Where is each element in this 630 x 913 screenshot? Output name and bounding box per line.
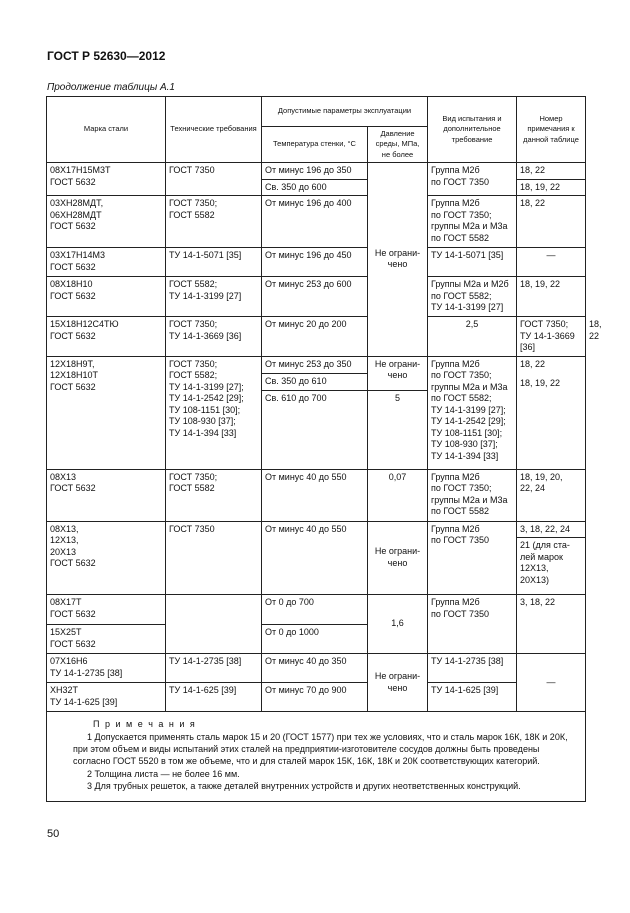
table-cell: 18, 19, 20, 22, 24 <box>517 469 586 521</box>
col-test: Вид испытания и дополнительное требование <box>428 97 517 163</box>
table-cell: Группы М2а и М2б по ГОСТ 5582; ТУ 14-1-3199 [27] <box>428 277 517 317</box>
table-cell: От минус 40 до 550 <box>262 469 368 521</box>
table-cell: Св. 350 до 610 <box>262 373 368 390</box>
table-cell: Св. 610 до 700 <box>262 390 368 469</box>
table-cell: 18, 19, 22 <box>517 277 586 317</box>
table-cell: От минус 70 до 900 <box>262 683 368 712</box>
table-cell: ГОСТ 7350; ТУ 14-1-3669 [36] <box>517 317 586 357</box>
table-caption: Продолжение таблицы А.1 <box>47 82 175 93</box>
table-cell: ГОСТ 7350; ГОСТ 5582 <box>166 196 262 248</box>
note-1: 1 Допускается применять сталь марок 15 и 20 (ГОСТ 1577) при тех же условиях, что и сталь марок 16К, 18К и 20К, при этом объем и виды испытаний этих сталей на предприятии-изготовителе сосудов должны быть проведены согласно ГОСТ 5520 в том же объеме, что и для сталей марок 15К, 16К, 18К и 20К соответствующих категорий. <box>73 731 568 767</box>
table-cell: Группа М2б по ГОСТ 7350; группы М2а и М3а по ГОСТ 5582 <box>428 196 517 248</box>
table-cell: Не ограни- чено <box>368 356 428 390</box>
table-cell: ТУ 14-1-2735 [38] <box>428 654 517 683</box>
table-cell: 18, 22 18, 19, 22 <box>517 356 586 469</box>
col-pressure: Давление среды, МПа, не более <box>368 127 428 163</box>
table-cell: — <box>517 654 586 712</box>
table-cell: 18, 22 <box>517 196 586 248</box>
table-cell: Группа М2б по ГОСТ 7350; группы М2а и М3а по ГОСТ 5582; ТУ 14-1-3199 [27]; ТУ 14-1-2542 [29]; ТУ 108-1151 [30]; ТУ 108-930 [37]; ТУ 14-1-394 [33] <box>428 356 517 469</box>
steel-table: Марка стали Технические требования Допустимые параметры эксплуатации Вид испытания и дополнительное требование Номер примечания к данной таблице Температура стенки, °С Давление среды, МПа, не более 08Х17Н15М3Т ГОСТ 5632 ГОСТ 7350 От минус 196 до 350 Не ограни- чено Группа М2б по ГОСТ 7350 18, 22 Св. 350 до 600 18, 19, 22 03ХН28МДТ, 06ХН28МДТ ГОСТ 5632 ГОСТ 7350; ГОСТ 5582 От минус 196 до 400 Группа М2б по ГОСТ 7350; группы М2а и М3а по ГОСТ 5582 18, 22 03Х17Н14М3 ГОСТ 5632 ТУ 14-1-5071 [35] От минус 196 до 450 ТУ 14-1-5071 [35] — 08Х18Н10 ГОСТ 5632 ГОСТ 5582; ТУ 14-1-3199 [27] От минус 253 до 600 Группы М2а и М2б по ГОСТ 5582; ТУ 14-1-3199 [27] 18, 19, 22 15Х18Н12С4ТЮ ГОСТ 5632 ГОСТ 7350; ТУ 14-1-3669 [36] От минус 20 до 200 2,5 ГОСТ 7350; ТУ 14-1-3669 [36] 18, 22 12Х18Н9Т, 12Х18Н10Т ГОСТ 5632 ГОСТ 7350; ГОСТ 5582; ТУ 14-1-3199 [27]; ТУ 14-1-2542 [29]; ТУ 108-1151 [30]; ТУ 108-930 [37]; ТУ 14-1-394 [33] От минус 253 до 350 Не ограни- чено Группа М2б по ГОСТ 7350; группы М2а и М3а по ГОСТ 5582; ТУ 14-1-3199 [27]; ТУ 14-1-2542 [29]; ТУ 108-1151 [30]; ТУ 108-930 [37]; ТУ 14-1-394 [33] 18, 22 18, 19, 22 Св. 350 до 610 Св. 610 до 700 5 08Х13 ГОСТ 5632 ГОСТ 7350; ГОСТ 5582 От минус 40 до 550 0,07 Группа М2б по ГОСТ 7350; группы М2а и М3а по ГОСТ 5582 18, 19, 20, 22, 24 08Х13, 12Х13, 20Х13 ГОСТ 5632 ГОСТ 7350 От минус 40 до 550 Не ограни- чено Группа М2б по ГОСТ 7350 3, 18, 22, 24 21 (для ста- лей марок 12Х13, 20Х13) 08Х17Т ГОСТ 5632 От 0 до 700 1,6 Группа М2б по ГОСТ 7350 3, 18, 22 15Х25Т ГОСТ 5632 От 0 до 1000 07Х16Н6 ТУ 14-1-2735 [38] ТУ 14-1-2735 [38] От минус 40 до 350 Не ограни- чено ТУ 14-1-2735 [38] — ХН32Т ТУ 14-1-625 [39] ТУ 14-1-625 [39] От минус 70 до 900 ТУ 14-1-625 [39] П р и м е ч а н и я 1 Допускается применять сталь марок 15 и 20 (ГОСТ 1577) при тех же условиях, что и сталь марок 16К, 18К и 20К, при этом объем и виды испытаний этих сталей на предприятии-изготовителе сосудов должны быть проведены согласно ГОСТ 5520 в том же объеме, что и для сталей марок 15К, 16К, 18К и 20К соответствующих категорий. 2 Толщина листа — не более 16 мм. 3 Для трубных решеток, а также деталей внутренних устройств и других неответственных конструкций. <box>46 96 586 802</box>
pressure-cell: Не ограни- чено <box>368 654 428 712</box>
table-cell: 21 (для ста- лей марок 12Х13, 20Х13) <box>517 538 586 595</box>
table-cell: ГОСТ 7350; ГОСТ 5582 <box>166 469 262 521</box>
table-cell: Группа М2б по ГОСТ 7350 <box>428 521 517 595</box>
note-2: 2 Толщина листа — не более 16 мм. <box>87 768 240 779</box>
table-cell: — <box>517 248 586 277</box>
table-cell: ХН32Т ТУ 14-1-625 [39] <box>47 683 166 712</box>
col-temp: Температура стенки, °С <box>262 127 368 163</box>
table-cell: Группа М2б по ГОСТ 7350; группы М2а и М3а по ГОСТ 5582 <box>428 469 517 521</box>
table-cell: ГОСТ 5582; ТУ 14-1-3199 [27] <box>166 277 262 317</box>
notes-title: П р и м е ч а н и я <box>93 719 197 730</box>
table-cell: Группа М2б по ГОСТ 7350 <box>428 163 517 196</box>
table-cell: ГОСТ 7350 <box>166 163 262 196</box>
table-cell: 08Х17Н15М3Т ГОСТ 5632 <box>47 163 166 196</box>
table-cell: От 0 до 700 <box>262 595 368 625</box>
table-cell: От минус 40 до 550 <box>262 521 368 595</box>
note-3: 3 Для трубных решеток, а также деталей внутренних устройств и других неответственных конструкций. <box>87 781 521 792</box>
table-cell: 08Х17Т ГОСТ 5632 <box>47 595 166 625</box>
table-cell: ГОСТ 7350; ТУ 14-1-3669 [36] <box>166 317 262 357</box>
table-cell: ГОСТ 7350 <box>166 521 262 595</box>
table-cell: 18, 19, 22 <box>517 179 586 196</box>
table-cell: 15Х25Т ГОСТ 5632 <box>47 625 166 654</box>
table-cell: От минус 196 до 400 <box>262 196 368 248</box>
pressure-cell: Не ограни- чено <box>368 521 428 595</box>
pressure-cell: 1,6 <box>368 595 428 654</box>
table-notes <box>47 712 586 801</box>
table-cell: ТУ 14-1-625 [39] <box>166 683 262 712</box>
table-cell <box>166 595 262 654</box>
table-cell: 07Х16Н6 ТУ 14-1-2735 [38] <box>47 654 166 683</box>
col-tech: Технические требования <box>166 97 262 163</box>
table-cell: От минус 196 до 350 <box>262 163 368 180</box>
table-cell: ГОСТ 7350; ГОСТ 5582; ТУ 14-1-3199 [27]; ТУ 14-1-2542 [29]; ТУ 108-1151 [30]; ТУ 108-930 [37]; ТУ 14-1-394 [33] <box>166 356 262 469</box>
table-cell: 2,5 <box>428 317 517 357</box>
table-cell: 08Х13 ГОСТ 5632 <box>47 469 166 521</box>
table-cell: ТУ 14-1-2735 [38] <box>166 654 262 683</box>
table-cell: От минус 253 до 600 <box>262 277 368 317</box>
table-cell: 08Х13, 12Х13, 20Х13 ГОСТ 5632 <box>47 521 166 595</box>
table-cell: 15Х18Н12С4ТЮ ГОСТ 5632 <box>47 317 166 357</box>
page-number: 50 <box>47 828 60 840</box>
table-cell: ТУ 14-1-5071 [35] <box>428 248 517 277</box>
table-cell: 12Х18Н9Т, 12Х18Н10Т ГОСТ 5632 <box>47 356 166 469</box>
table-cell: 03Х17Н14М3 ГОСТ 5632 <box>47 248 166 277</box>
table-cell: 03ХН28МДТ, 06ХН28МДТ ГОСТ 5632 <box>47 196 166 248</box>
table-cell: От минус 40 до 350 <box>262 654 368 683</box>
table-cell: 3, 18, 22 <box>517 595 586 654</box>
pressure-cell: Не ограни- чено <box>368 163 428 357</box>
col-note: Номер примечания к данной таблице <box>517 97 586 163</box>
col-steel: Марка стали <box>47 97 166 163</box>
table-cell: От 0 до 1000 <box>262 625 368 654</box>
table-cell: 08Х18Н10 ГОСТ 5632 <box>47 277 166 317</box>
table-cell: 18, 22 <box>517 163 586 180</box>
document-header: ГОСТ Р 52630—2012 <box>47 49 166 63</box>
table-cell: От минус 253 до 350 <box>262 356 368 373</box>
table-cell: 3, 18, 22, 24 <box>517 521 586 538</box>
table-cell: 5 <box>368 390 428 469</box>
table-cell: Группа М2б по ГОСТ 7350 <box>428 595 517 654</box>
table-cell: ТУ 14-1-5071 [35] <box>166 248 262 277</box>
table-cell: От минус 20 до 200 <box>262 317 368 357</box>
col-params: Допустимые параметры эксплуатации <box>262 97 428 127</box>
table-cell: ТУ 14-1-625 [39] <box>428 683 517 712</box>
table-cell: От минус 196 до 450 <box>262 248 368 277</box>
table-cell: Св. 350 до 600 <box>262 179 368 196</box>
table-cell: 0,07 <box>368 469 428 521</box>
